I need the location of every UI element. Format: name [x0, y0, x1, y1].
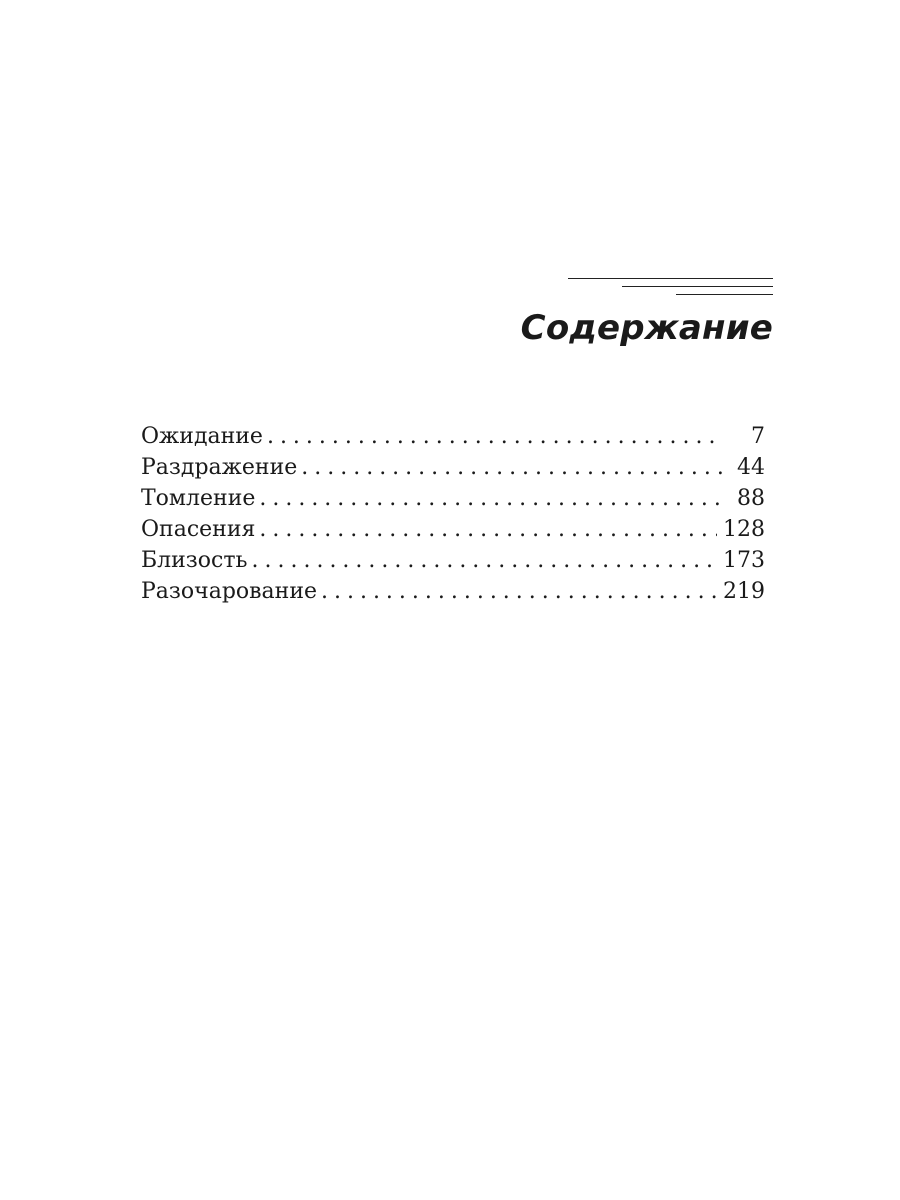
table-of-contents: [141, 421, 765, 607]
contents-heading: Содержание: [520, 308, 773, 348]
toc-entry-page: 173: [723, 548, 765, 573]
toc-entry-page: 88: [737, 486, 765, 511]
toc-entry-title: Опасения: [141, 517, 256, 542]
toc-entry[interactable]: [141, 514, 765, 545]
toc-entry-title: Томление: [141, 486, 256, 511]
toc-entry-page: 219: [723, 579, 765, 604]
toc-entry[interactable]: [141, 483, 765, 514]
dot-leader: [267, 421, 723, 452]
toc-entry-page: 44: [737, 455, 765, 480]
toc-entry-title: Близость: [141, 548, 248, 573]
toc-entry-page: 7: [751, 424, 765, 449]
dot-leader: [301, 452, 723, 483]
toc-entry[interactable]: [141, 576, 765, 607]
toc-entry[interactable]: [141, 545, 765, 576]
dot-leader: [321, 576, 717, 607]
decorative-rule-top: [568, 278, 773, 279]
toc-entry-title: Разочарование: [141, 579, 317, 604]
toc-entry-page: 128: [723, 517, 765, 542]
toc-entry[interactable]: [141, 452, 765, 483]
dot-leader: [252, 545, 717, 576]
toc-entry-title: Ожидание: [141, 424, 263, 449]
dot-leader: [259, 483, 723, 514]
toc-entry-title: Раздражение: [141, 455, 298, 480]
dot-leader: [259, 514, 717, 545]
decorative-rule-bottom: [676, 294, 773, 295]
toc-entry[interactable]: [141, 421, 765, 452]
decorative-rule-middle: [622, 286, 773, 287]
